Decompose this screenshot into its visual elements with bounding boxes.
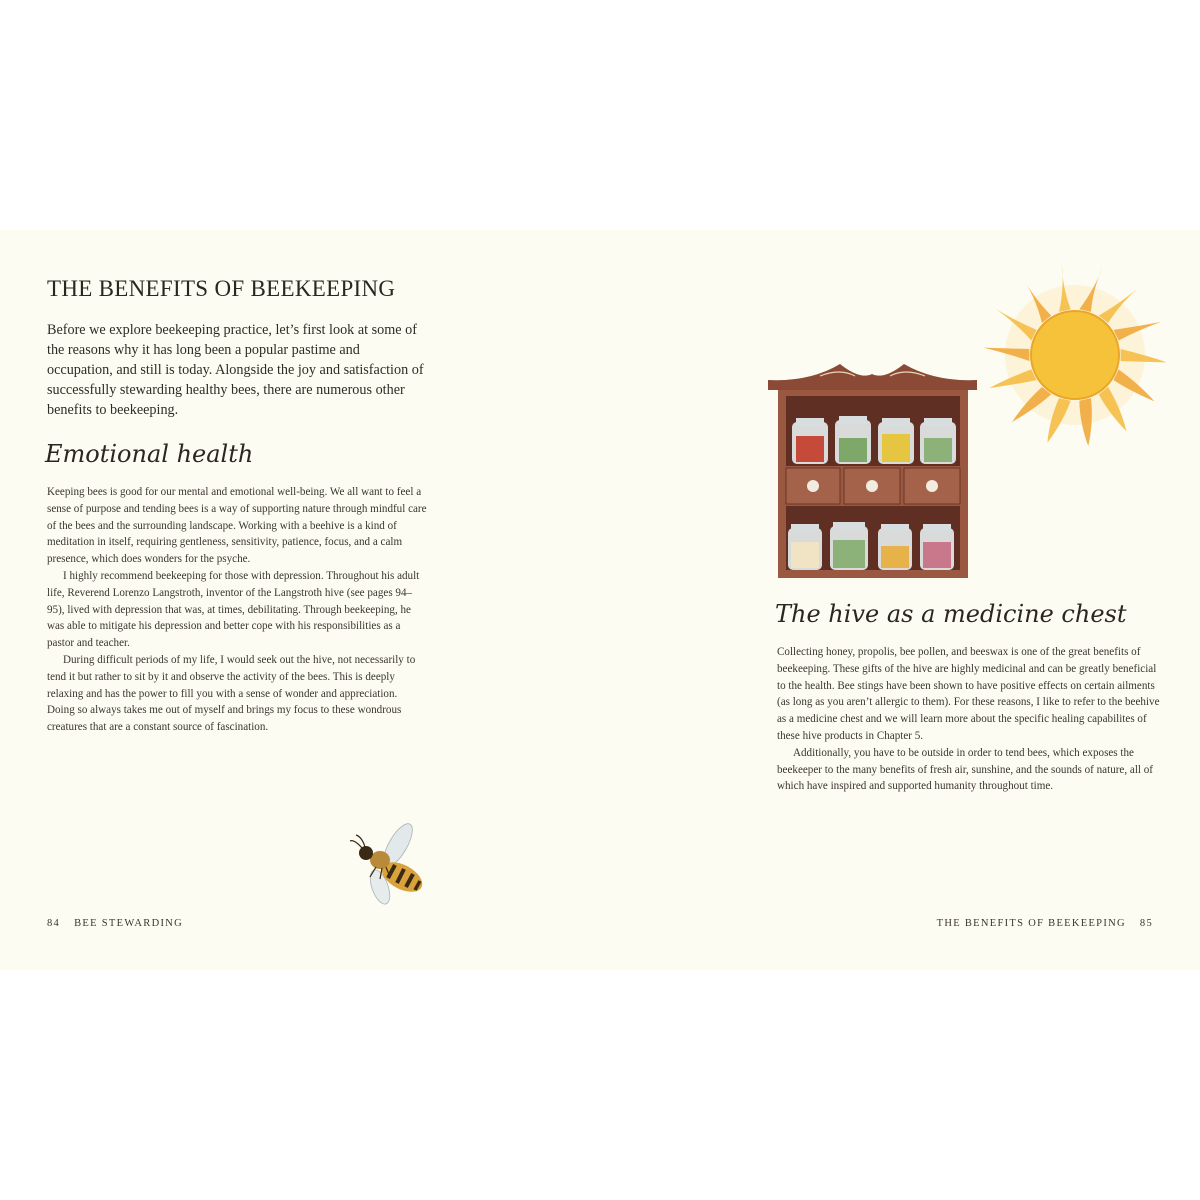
- folio-left: [47, 918, 183, 929]
- section-heading-emotional-health: Emotional health: [45, 440, 254, 468]
- body-paragraph: During difficult periods of my life, I would seek out the hive, not necessarily to tend it but rather to sit by it and observe the activity of the bees. This is deeply relaxing and has the power to fill you with a sense of wonder and appreciation. Doing so always takes me out of myself and brings my focus to these wondrous creatures that are a constant source of fascination.: [47, 653, 416, 734]
- page-title: THE BENEFITS OF BEEKEEPING: [47, 276, 396, 301]
- sun-illustration: [975, 255, 1175, 455]
- medicine-chest-body: [777, 644, 1162, 795]
- intro-paragraph: Before we explore beekeeping practice, let’s first look at some of the reasons why it has long been a popular pastime and occupation, and still is today. Alongside the joy and satisfaction of successfully stewarding healthy bees, there are numerous other benefits to beekeeping.: [47, 322, 424, 418]
- page-number-left: 84: [47, 918, 61, 929]
- running-head-left: BEE STEWARDING: [74, 918, 184, 929]
- body-paragraph: I highly recommend beekeeping for those with depression. Throughout his adult life, Reverend Lorenzo Langstroth, inventor of the Langstroth hive (see pages 94–95), lived with depression that was, at times, debilitating. Through beekeeping, he was able to mitigate his depression and better cope with his responsibilities as a pastor and teacher.: [47, 569, 420, 650]
- honeybee-illustration: [340, 815, 435, 910]
- running-head-right: THE BENEFITS OF BEEKEEPING: [936, 918, 1126, 929]
- medicine-cabinet-illustration: [760, 360, 985, 585]
- body-paragraph: Keeping bees is good for our mental and emotional well-being. We all want to feel a sense of purpose and tending bees is a way of supporting nature through mindful care of the bees and the surrounding landscape. Working with a beehive is a kind of meditation in itself, requiring gentleness, sensitivity, patience, focus, and a calm presence, which does wonders for the psyche.: [47, 486, 427, 566]
- emotional-health-body: [47, 484, 427, 736]
- body-paragraph: Collecting honey, propolis, bee pollen, and beeswax is one of the great benefits of beekeeping. These gifts of the hive are highly medicinal and can be greatly beneficial to the health. Bee stings have been shown to have positive effects on certain ailments (as long as you aren’t allergic to them). For these reasons, I like to refer to the beehive as a medicine chest and we will learn more about the specific healing capabilites of these hive products in Chapter 5.: [777, 646, 1160, 742]
- page-number-right: 85: [1139, 918, 1153, 929]
- section-heading-medicine-chest: The hive as a medicine chest: [775, 600, 1127, 628]
- folio-right: [937, 918, 1153, 929]
- body-paragraph: Additionally, you have to be outside in order to tend bees, which exposes the beekeeper to the many benefits of fresh air, sunshine, and the sounds of nature, all of which have inspired and supported humanity throughout time.: [777, 746, 1154, 793]
